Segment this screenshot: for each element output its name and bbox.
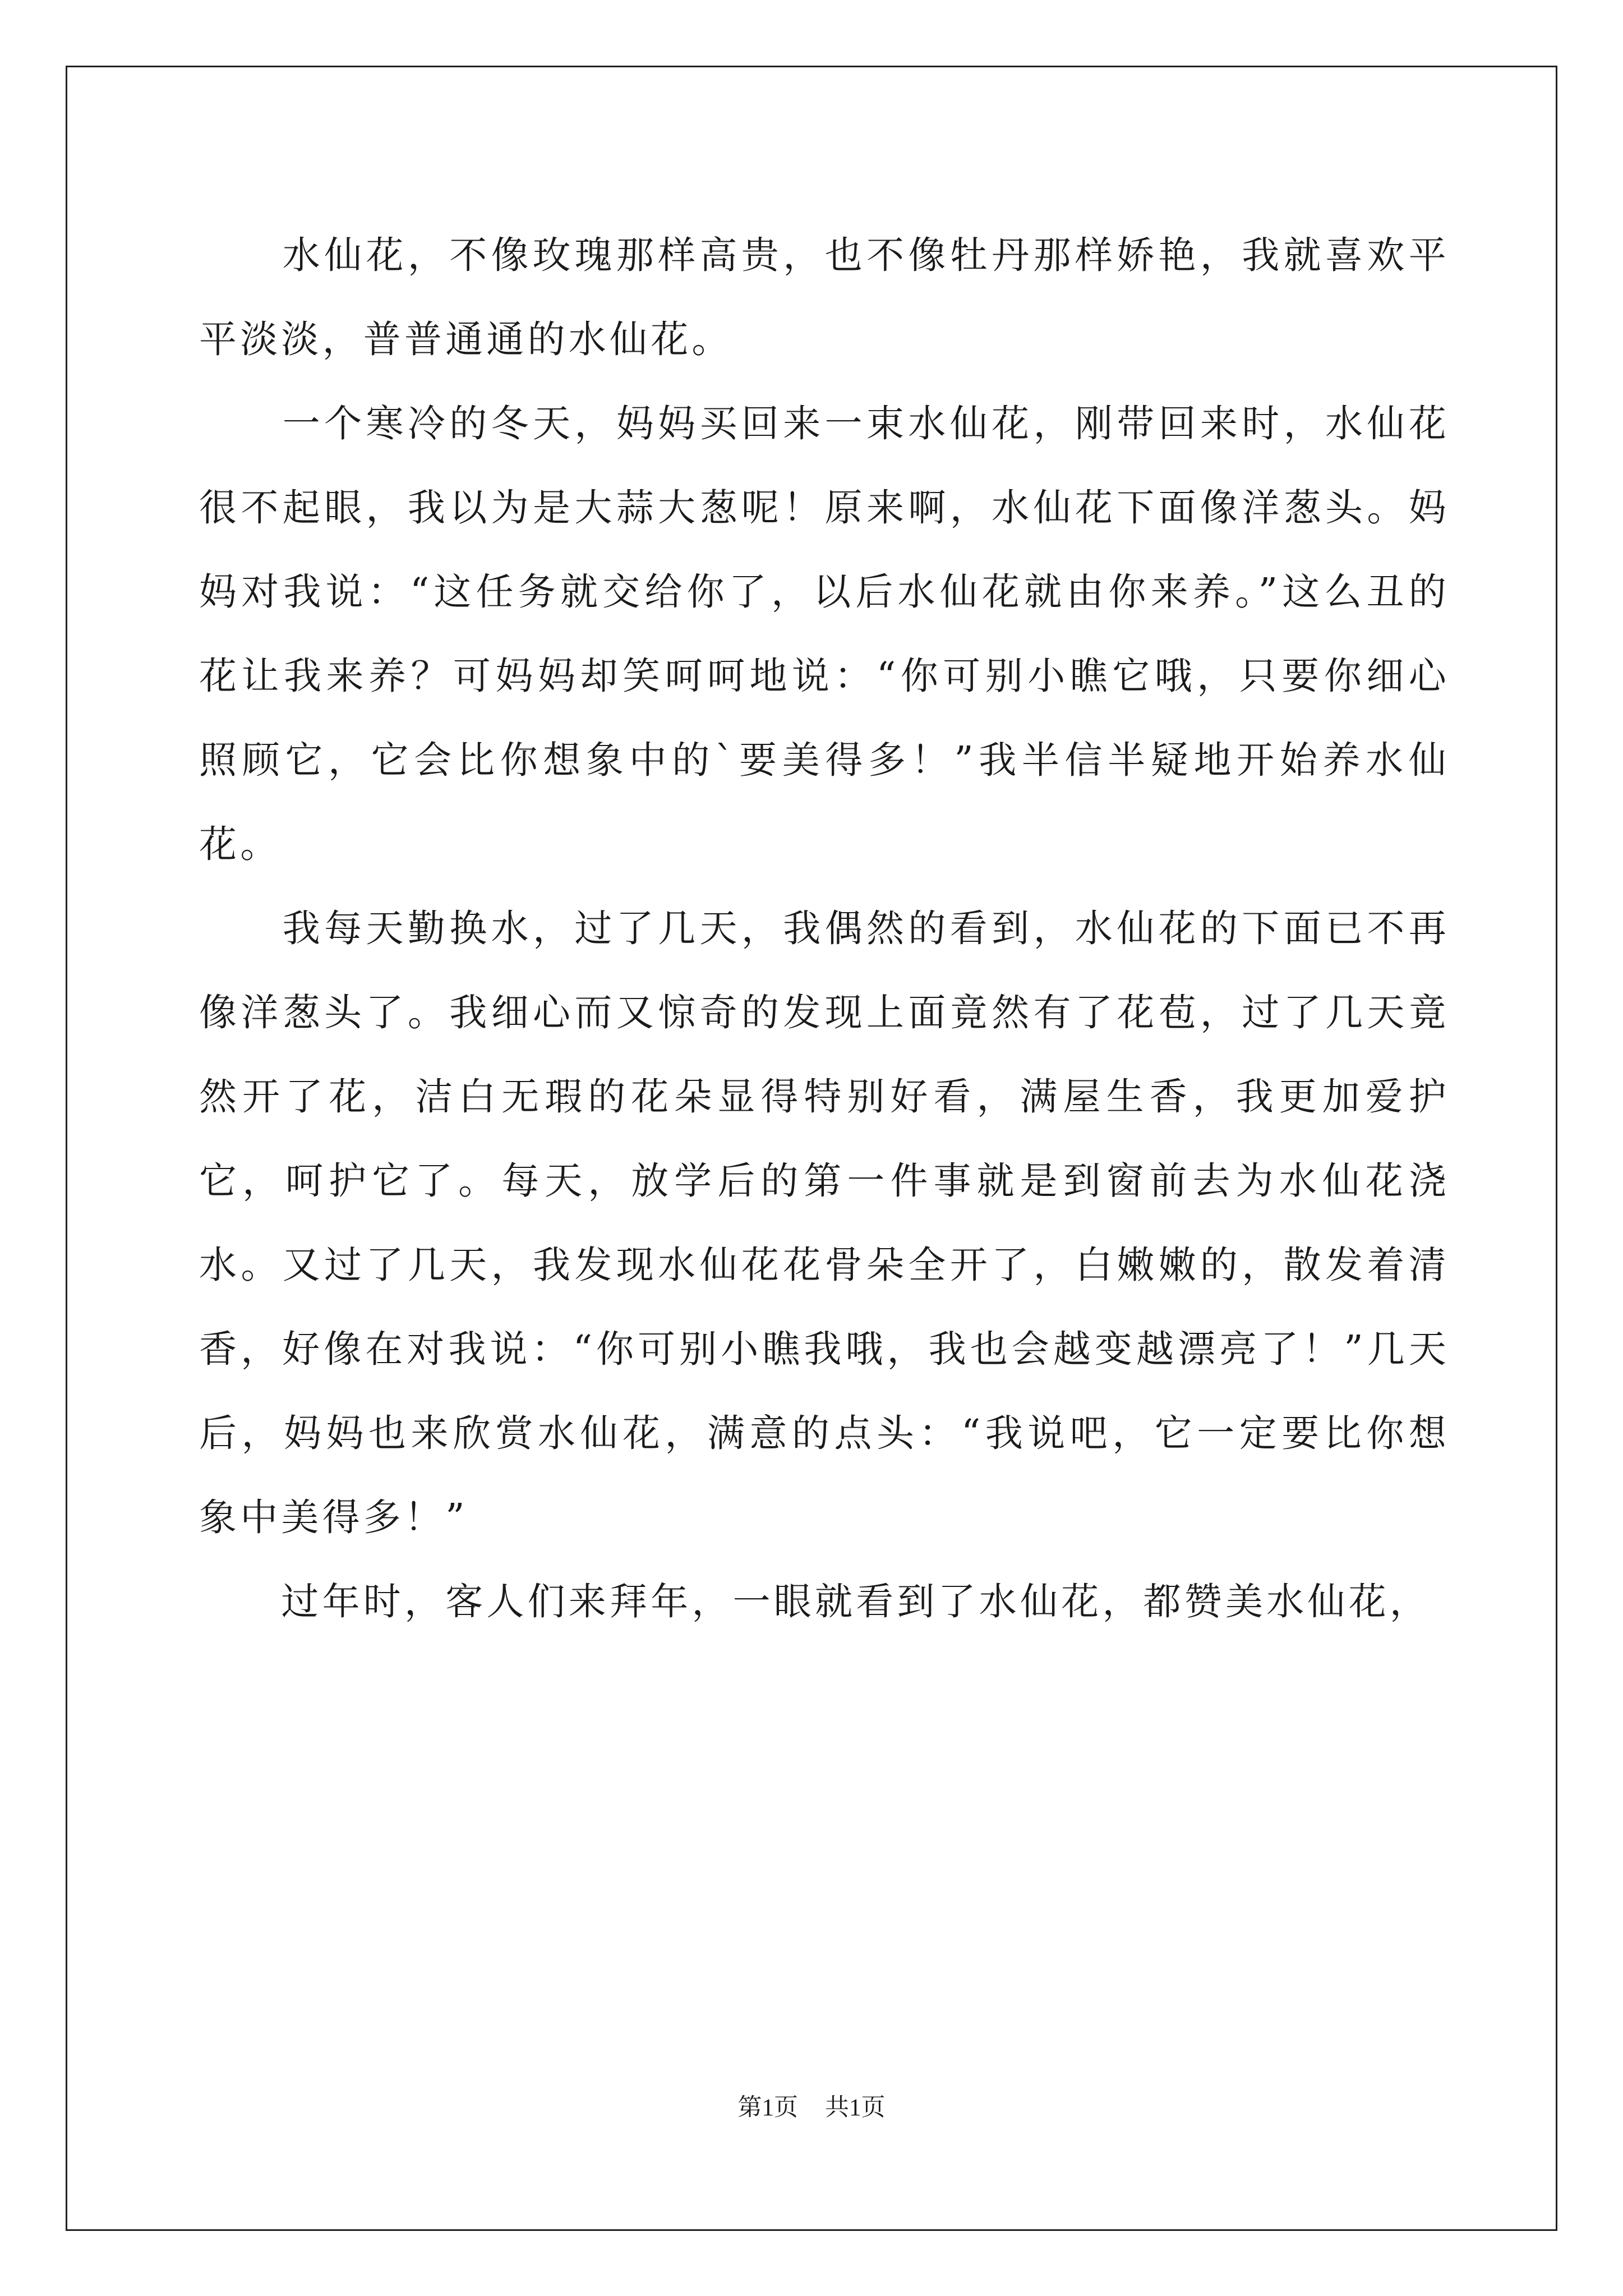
- page-number-current: 第1页: [737, 2095, 798, 2121]
- document-body: [199, 213, 1450, 1644]
- paragraph-1: 水仙花，不像玫瑰那样高贵，也不像牡丹那样娇艳，我就喜欢平平淡淡，普普通通的水仙花。: [199, 233, 1450, 361]
- paragraph-2: 一个寒冷的冬天，妈妈买回来一束水仙花，刚带回来时，水仙花很不起眼，我以为是大蒜大葱呢！原来啊，水仙花下面像洋葱头。妈妈对我说：“这任务就交给你了，以后水仙花就由你来养。”这么丑的花让我来养？可妈妈却笑呵呵地说：“你可别小瞧它哦，只要你细心照顾它，它会比你想象中的`要美得多！”我半信半疑地开始养水仙花。: [199, 402, 1450, 866]
- page-number-total: 共1页: [825, 2095, 886, 2121]
- page-footer: [0, 2091, 1623, 2125]
- paragraph-3: 我每天勤换水，过了几天，我偶然的看到，水仙花的下面已不再像洋葱头了。我细心而又惊奇的发现上面竟然有了花苞，过了几天竟然开了花，洁白无瑕的花朵显得特别好看，满屋生香，我更加爱护它，呵护它了。每天，放学后的第一件事就是到窗前去为水仙花浇水。又过了几天，我发现水仙花花骨朵全开了，白嫩嫩的，散发着清香，好像在对我说：“你可别小瞧我哦，我也会越变越漂亮了！”几天后，妈妈也来欣赏水仙花，满意的点头：“我说吧，它一定要比你想象中美得多！”: [199, 907, 1450, 1539]
- paragraph-4: 过年时，客人们来拜年，一眼就看到了水仙花，都赞美水仙花，: [199, 1580, 1431, 1623]
